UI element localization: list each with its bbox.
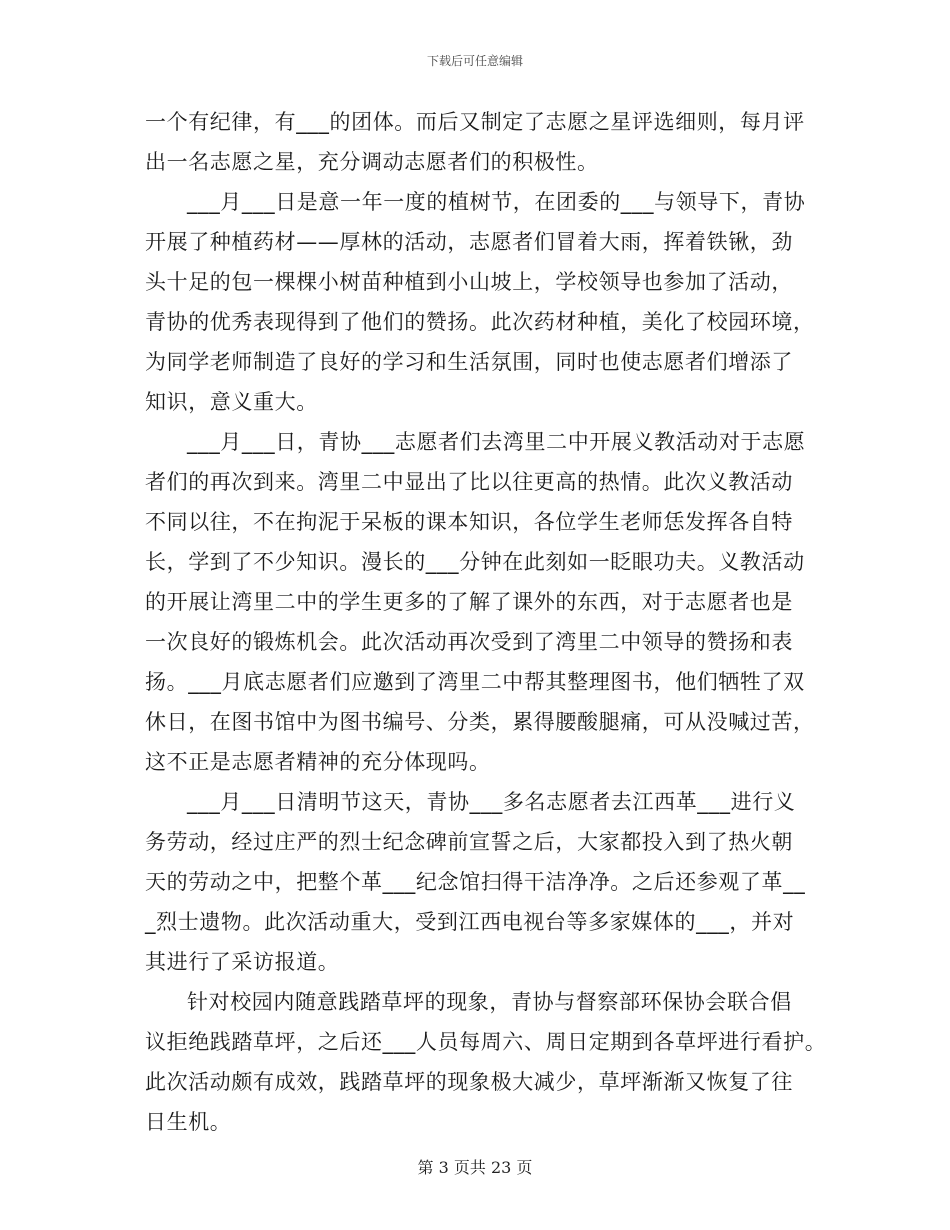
text-line: 此次活动颇有成效，践踏草坪的现象极大减少，草坪渐渐又恢复了往 (145, 1070, 793, 1094)
text-line: 者们的再次到来。湾里二中显出了比以往更高的热情。此次义教活动 (145, 470, 793, 494)
text-line: 青协的优秀表现得到了他们的赞扬。此次药材种植，美化了校园环境， (145, 310, 815, 334)
text-line: 开展了种植药材——厚林的活动，志愿者们冒着大雨，挥着铁锹，劲 (145, 230, 793, 254)
text-line: 议拒绝践踏草坪，之后还___人员每周六、周日定期到各草坪进行看护。 (145, 1030, 827, 1054)
text-line: 这不正是志愿者精神的充分体现吗。 (145, 750, 491, 774)
text-line: 天的劳动之中，把整个革___纪念馆扫得干洁净净。之后还参观了革__ (145, 870, 806, 894)
page-header: 下载后可任意编辑 (426, 54, 523, 68)
text-line: 出一名志愿之星，充分调动志愿者们的积极性。 (145, 150, 599, 174)
text-line: 的开展让湾里二中的学生更多的了解了课外的东西，对于志愿者也是 (145, 590, 793, 614)
text-line: 不同以往，不在拘泥于呆板的课本知识，各位学生老师恁发挥各自特 (145, 510, 793, 534)
text-line: 休日，在图书馆中为图书编号、分类，累得腰酸腿痛，可从没喊过苦， (145, 710, 815, 734)
page-number: 第 3 页共 23 页 (417, 1158, 533, 1177)
text-line: 其进行了采访报道。 (145, 950, 340, 974)
text-line: 日生机。 (145, 1110, 232, 1134)
text-line: ___月___日，青协___志愿者们去湾里二中开展义教活动对于志愿 (187, 430, 806, 454)
text-line: 知识，意义重大。 (145, 390, 318, 414)
text-line: 务劳动，经过庄严的烈士纪念碑前宣誓之后，大家都投入到了热火朝 (145, 830, 793, 854)
text-line: 头十足的包一棵棵小树苗种植到小山坡上，学校领导也参加了活动， (145, 270, 793, 294)
text-line: ___月___日是意一年一度的植树节，在团委的___与领导下，青协 (187, 190, 806, 214)
text-line: _烈士遗物。此次活动重大，受到江西电视台等多家媒体的___，并对 (145, 910, 795, 934)
text-line: 一次良好的锻炼机会。此次活动再次受到了湾里二中领导的赞扬和表 (145, 630, 793, 654)
text-line: ___月___日清明节这天，青协___多名志愿者去江西革___进行义 (187, 790, 796, 814)
text-line: 一个有纪律，有___的团体。而后又制定了志愿之星评选细则，每月评 (145, 110, 805, 134)
text-line: 长，学到了不少知识。漫长的___分钟在此刻如一眨眼功夫。义教活动 (145, 550, 805, 574)
text-line: 针对校园内随意践踏草坪的现象，青协与督察部环保协会联合倡 (187, 990, 792, 1014)
text-line: 扬。___月底志愿者们应邀到了湾里二中帮其整理图书，他们牺牲了双 (145, 670, 805, 694)
text-line: 为同学老师制造了良好的学习和生活氛围，同时也使志愿者们增添了 (145, 350, 793, 374)
